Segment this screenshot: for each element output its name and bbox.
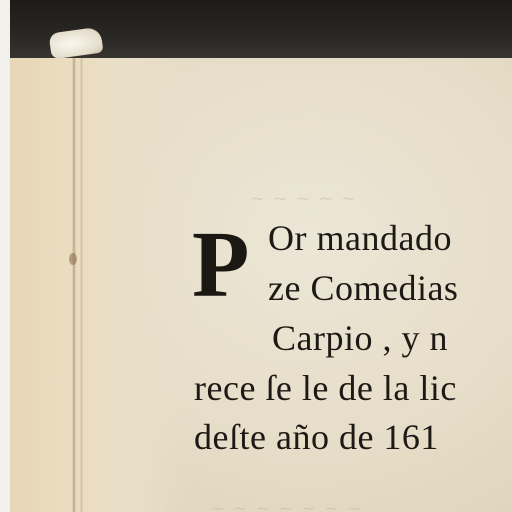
text-line-1: Or mandado	[268, 218, 452, 258]
scan-margin	[0, 0, 10, 512]
text-line-3: Carpio , y n	[272, 318, 448, 358]
binding-hole	[69, 253, 77, 265]
bleed-through-mark: ~ ~ ~ ~ ~ ~ ~	[210, 498, 363, 512]
page-gutter	[10, 58, 190, 512]
text-line-2: ze Comedias	[268, 268, 459, 308]
page-fold-shadow	[80, 58, 83, 512]
text-line-5: deſte año de 161	[194, 417, 439, 457]
drop-cap-letter: P	[192, 213, 250, 317]
bleed-through-mark: ~ ~ ~ ~ ~	[250, 188, 358, 209]
text-line-4: rece ſe le de la lic	[194, 368, 457, 408]
page-fold	[72, 58, 76, 512]
